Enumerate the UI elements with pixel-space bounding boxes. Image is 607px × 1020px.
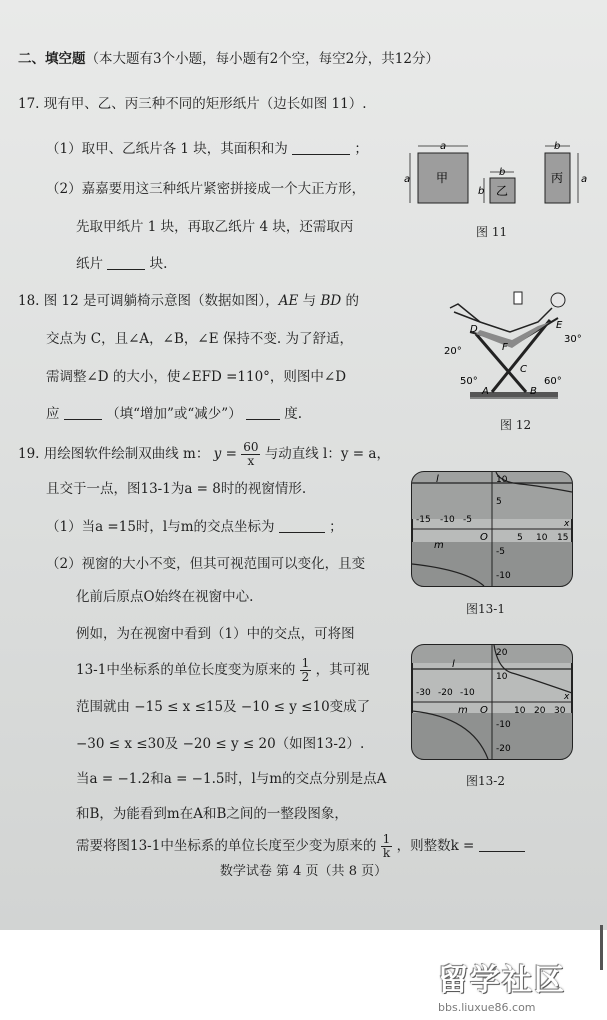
section-note: （本大题有3个小题，每小题有2个空，每空2分，共12分） <box>85 51 439 67</box>
y-tick-1-3: -10 <box>496 571 511 581</box>
person-head <box>551 293 565 307</box>
figure-13-2 <box>410 643 574 761</box>
q17-part1-end: ； <box>354 141 368 157</box>
x-tick-1-3: 5 <box>517 533 523 543</box>
q19-line-b: 和B，为能看到m在A和B之间的一整段图象， <box>76 806 348 822</box>
q19-k-fraction <box>381 833 393 860</box>
y-tick-2-2: -10 <box>496 720 511 730</box>
card-bing-name: 丙 <box>551 171 564 185</box>
q18-line4-end: 度. <box>284 406 303 422</box>
q19-line-c <box>76 832 525 860</box>
section-title: 二、填空题 <box>18 51 86 67</box>
q19-line1 <box>18 440 390 468</box>
x-tick-2-1: -20 <box>438 688 453 698</box>
figure-12 <box>440 282 590 412</box>
angle-b: 60° <box>544 376 562 387</box>
label-l-1: l <box>436 474 439 485</box>
card-bing <box>545 141 587 203</box>
q19-line1-text: 19. 用绘图软件绘制双曲线 m： <box>18 446 210 462</box>
card-bing-side-label: a <box>581 174 588 185</box>
q19-line-a: 当a = −1.2和a = −1.5时，l与m的交点分别是点A <box>76 771 387 787</box>
q19-k-fraction-den: k <box>382 846 391 860</box>
angle-d: 20° <box>444 346 462 357</box>
q17-part1 <box>46 140 368 158</box>
q19-k-fraction-num: 1 <box>382 832 391 846</box>
section-heading <box>18 50 439 68</box>
card-jia-side-label: a <box>404 174 411 185</box>
card-bing-top-label: b <box>554 141 561 152</box>
point-b: B <box>530 386 537 397</box>
x-tick-1-1: -10 <box>440 515 455 525</box>
q17-stem: 17. 现有甲、乙、丙三种不同的矩形纸片（边长如图 11）. <box>18 96 367 112</box>
x-tick-1-5: 15 <box>557 533 569 543</box>
q18-line1-tail: 的 <box>341 293 360 309</box>
y-tick-2-3: -20 <box>496 744 511 754</box>
y-tick-1-2: -5 <box>496 547 505 557</box>
label-l-2: l <box>452 659 455 670</box>
q18-line4-mid: （填“增加”或“减少”） <box>106 406 242 422</box>
q19-fraction-den: x <box>247 454 255 468</box>
q19-part2-line1: （2）视窗的大小不变，但其可视范围可以变化，且变 <box>46 556 366 572</box>
q19-example-fraction-den: 2 <box>301 670 310 684</box>
page-edge <box>600 925 603 970</box>
x-tick-2-5: 30 <box>554 706 566 716</box>
q18-line4-text: 应 <box>46 406 60 422</box>
card-jia-name: 甲 <box>436 171 449 185</box>
leg-ae <box>492 320 550 392</box>
x-tick-2-0: -30 <box>416 688 431 698</box>
q19-example-line2 <box>76 656 370 684</box>
y-tick-2-0: 20 <box>496 648 508 658</box>
q19-y-eq: y = <box>213 446 237 462</box>
phone-icon <box>514 292 522 304</box>
q19-example-line3: 范围就由 −15 ≤ x ≤15及 −10 ≤ y ≤10变成了 <box>76 699 371 715</box>
figure-13-1 <box>410 470 574 588</box>
x-tick-1-4: 10 <box>536 533 548 543</box>
watermark <box>438 955 566 1014</box>
q18-line1-text: 18. 图 12 是可调躺椅示意图（数据如图）， <box>18 293 279 309</box>
card-jia-top-label: a <box>440 141 447 152</box>
q17-part2-end: 块. <box>149 256 168 272</box>
x-tick-2-4: 20 <box>534 706 546 716</box>
angle-a: 50° <box>460 376 478 387</box>
label-m-1: m <box>434 540 444 551</box>
q18-segment-bd: BD <box>320 293 342 309</box>
q19-part2-line2: 化前后原点O始终在视窗中心. <box>76 589 254 605</box>
x-tick-1-0: -15 <box>416 515 431 525</box>
card-yi-side-label: b <box>478 186 485 197</box>
q19-example-line1: 例如，为在视窗中看到（1）中的交点，可将图 <box>76 626 355 642</box>
q18-line1-and: 与 <box>298 293 321 309</box>
card-jia <box>404 141 468 203</box>
point-a: A <box>482 386 489 397</box>
q18-line4 <box>46 405 302 423</box>
q19-line2: 且交于一点，图13-1为a = 8时的视窗情形. <box>46 481 307 497</box>
q19-example-line4: −30 ≤ x ≤30及 −20 ≤ y ≤ 20（如图13-2）. <box>76 736 365 752</box>
q17-part2-line3 <box>76 255 167 273</box>
q19-answer-blank-2[interactable] <box>479 839 525 852</box>
q19-example-line2-tail: ，其可视 <box>315 662 370 678</box>
q17-part2-line2: 先取甲纸片 1 块，再取乙纸片 4 块，还需取丙 <box>76 219 354 235</box>
label-x-1: x <box>564 519 570 529</box>
x-tick-2-2: -10 <box>460 688 475 698</box>
q19-answer-blank-1[interactable] <box>279 520 325 533</box>
y-tick-1-0: 10 <box>496 475 508 485</box>
q19-fraction-num: 60 <box>243 440 259 454</box>
point-e: E <box>556 320 563 331</box>
q17-part2-text: 纸片 <box>76 256 103 272</box>
q18-line3: 需调整∠D 的大小，使∠EFD =110°，则图中∠D <box>46 369 347 385</box>
figure-13-2-caption: 图13-2 <box>466 774 505 788</box>
card-yi-name: 乙 <box>496 184 509 198</box>
point-f: F <box>502 342 508 353</box>
card-yi <box>478 167 515 203</box>
point-d: D <box>470 324 478 335</box>
y-tick-2-1: 10 <box>496 672 508 682</box>
label-o-2: O <box>480 705 488 716</box>
q17-answer-blank-1[interactable] <box>292 142 350 155</box>
x-tick-2-3: 10 <box>514 706 526 716</box>
q19-example-line2-text: 13-1中坐标系的单位长度变为原来的 <box>76 662 296 678</box>
q19-line-c-end: ，则整数k = <box>396 838 475 854</box>
y-tick-1-1: 5 <box>496 497 502 507</box>
q19-part1-end: ； <box>329 519 343 535</box>
q18-line2: 交点为 C，且∠A，∠B，∠E 保持不变. 为了舒适， <box>46 331 353 347</box>
figure-11-caption: 图 11 <box>476 225 508 239</box>
figure-13-1-caption: 图13-1 <box>466 602 505 616</box>
watermark-url: bbs.liuxue86.com <box>438 1001 536 1014</box>
q19-part1-text: （1）当a =15时，l与m的交点坐标为 <box>46 519 275 535</box>
card-yi-top-label: b <box>499 167 506 178</box>
angle-e: 30° <box>564 334 582 345</box>
q18-line1 <box>18 292 359 310</box>
q18-answer-blank-2[interactable] <box>246 407 280 420</box>
point-c: C <box>520 364 527 375</box>
q19-example-fraction <box>300 657 312 684</box>
q19-example-fraction-num: 1 <box>301 656 310 670</box>
label-x-2: x <box>564 692 570 702</box>
figure-12-caption: 图 12 <box>500 418 532 432</box>
label-o-1: O <box>480 532 488 543</box>
q19-part1 <box>46 518 343 536</box>
q19-line-c-text: 需要将图13-1中坐标系的单位长度至少变为原来的 <box>76 838 377 854</box>
q17-answer-blank-2[interactable] <box>107 257 145 270</box>
q17-part2-line1: （2）嘉嘉要用这三种纸片紧密拼接成一个大正方形， <box>46 181 366 197</box>
page-footer: 数学试卷 第 4 页（共 8 页） <box>219 864 388 879</box>
watermark-logo: 留学社区 <box>438 963 566 998</box>
label-m-2: m <box>458 705 468 716</box>
x-tick-1-2: -5 <box>463 515 472 525</box>
q19-fraction <box>241 441 260 468</box>
q18-segment-ae: AE <box>278 293 299 309</box>
q19-line1-tail: 与动直线 l：y = a， <box>264 446 390 462</box>
q18-answer-blank-1[interactable] <box>64 407 102 420</box>
q17-part1-text: （1）取甲、乙纸片各 1 块，其面积和为 <box>46 141 288 157</box>
